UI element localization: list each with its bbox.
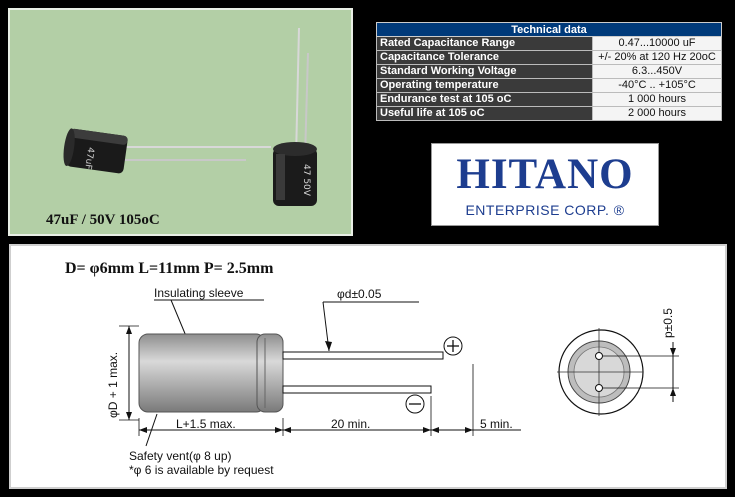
logo-subtitle: ENTERPRISE CORP. ® (465, 202, 625, 218)
hitano-logo (431, 143, 659, 226)
product-photo (8, 8, 353, 236)
param-label: Useful life at 105 oC (377, 107, 593, 121)
end-view-lead-hole (596, 385, 603, 392)
safety-vent-label: Safety vent(φ 8 up) (129, 449, 232, 463)
insulating-sleeve-label: Insulating sleeve (154, 286, 244, 300)
capacitor-end (257, 334, 283, 412)
param-value: 6.3...450V (593, 65, 722, 79)
technical-data-table (376, 22, 722, 121)
param-label: Operating temperature (377, 79, 593, 93)
param-value: -40°C .. +105°C (593, 79, 722, 93)
svg-text:47uF: 47uF (82, 146, 96, 171)
table-title: Technical data (377, 23, 722, 37)
capacitor-body (139, 334, 265, 412)
availability-note: *φ 6 is available by request (129, 463, 274, 477)
table-row (377, 107, 722, 121)
lead-wire (296, 28, 299, 158)
capacitor-vertical (273, 142, 317, 206)
lead-wire (305, 53, 308, 158)
param-label: Rated Capacitance Range (377, 37, 593, 51)
param-value: 1 000 hours (593, 93, 722, 107)
table-row (377, 37, 722, 51)
lead-diameter-label: φd±0.05 (337, 287, 382, 301)
diameter-label: φD + 1 max. (106, 351, 120, 418)
lead-plus (283, 352, 443, 359)
param-value: 0.47...10000 uF (593, 37, 722, 51)
end-min-label: 5 min. (480, 417, 513, 431)
photo-caption: 47uF / 50V 105oC (46, 212, 160, 228)
end-view-lead-hole (596, 353, 603, 360)
table-row (377, 65, 722, 79)
lead-minus (283, 386, 431, 393)
table-row (377, 93, 722, 107)
logo-name: HITANO (456, 151, 634, 198)
dimension-diagram (9, 244, 727, 489)
table-row (377, 51, 722, 65)
param-value: 2 000 hours (593, 107, 722, 121)
capacitor-horizontal (61, 128, 128, 175)
table-row (377, 79, 722, 93)
length-label: L+1.5 max. (176, 417, 236, 431)
pitch-label: p±0.5 (661, 308, 675, 338)
param-value: +/- 20% at 120 Hz 20oC (593, 51, 722, 65)
param-label: Endurance test at 105 oC (377, 93, 593, 107)
capacitor-photo-graphic (8, 8, 353, 236)
param-label: Capacitance Tolerance (377, 51, 593, 65)
dimension-title: D= φ6mm L=11mm P= 2.5mm (65, 260, 274, 277)
leader-line (171, 300, 186, 336)
param-label: Standard Working Voltage (377, 65, 593, 79)
lead-min-label: 20 min. (331, 417, 371, 431)
svg-text:47 50V: 47 50V (301, 164, 311, 196)
